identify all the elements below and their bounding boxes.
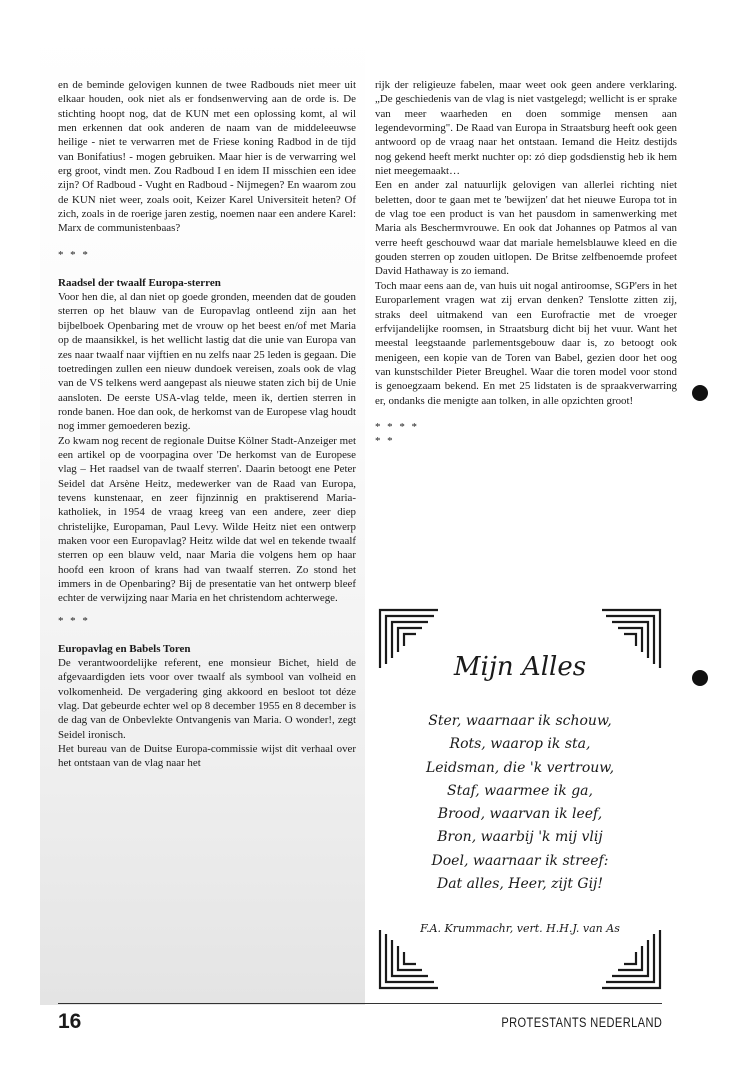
separator-stars-2: * * * xyxy=(58,614,90,627)
binder-hole-1 xyxy=(692,385,708,401)
separator-stars-1: * * * xyxy=(58,248,90,261)
left-column xyxy=(58,78,356,771)
heading-babels-toren: Europavlag en Babels Toren xyxy=(58,642,191,655)
poem-body xyxy=(378,710,662,896)
left-paragraph-1: en de beminde gelovigen kunnen de twee Radbouds niet meer uit elkaar houden, ook niet als er fondsenwerving aan de orde is. De stichting hoopt nog, dat de KUN met een oplossing komt, al wil men erkennen dat ook anderen de naam van de middeleeuwse heilige - niet te verwarren met de Friese koning Radbod in de tijd van Bonifatius! - mogen gebruiken. Maar hier is de verwarring wel erg groot, vindt men. Zou Radboud I en idem II misschien een idee zijn? Of Radboud - Vught en Radboud - Nijmegen? En waarom zou de KUN niet weer, zoals ooit, Keizer Karel Universiteit heten? Of zich, zoals in de roerige jaren zestig, noemen naar een andere Karel: Marx de communistenbaas? xyxy=(58,79,356,235)
left-paragraph-4: De verantwoordelijke referent, ene monsieur Bichet, hield de afgevaardigden iets voor over twaalf als symbool van volheid en volkomenheid. De vergadering ging akkoord en besloot tot déze vlag. Dat gebeurde echter wel op 8 december 1955 en 8 december is de dag van de Onbevlekte Ontvangenis van Maria. O wonder!, zegt Seidel ironisch. xyxy=(58,657,356,741)
right-paragraph-3: Toch maar eens aan de, van huis uit nogal antiroomse, SGP'ers in het Europarlement vragen wat zij ervan denken? Tenslotte zitten zij, straks deel uitmakend van een Eurofractie met de vroeger erfvijandelijke roomsen, in Straatsburg dicht bij het vuur. Want het meestal leegstaande parlementsgebouw daar is, zo betoogt ook menigeen, een kopie van de Toren van Babel, gezien door het oog van kunstschilder Pieter Breughel. Waar die toren model voor stond is genoegzaam bekend. En met 25 lidstaten is de spraakverwarring er, ondanks die menigte aan tolken, in alle opzichten groot! xyxy=(375,279,677,407)
poem-author: F.A. Krummachr, vert. H.H.J. van As xyxy=(420,922,620,935)
poem-line: Staf, waarmee ik ga, xyxy=(447,782,593,799)
right-column xyxy=(375,78,677,454)
heading-twaalf-sterren: Raadsel der twaalf Europa-sterren xyxy=(58,276,221,289)
right-paragraph-1: rijk der religieuze fabelen, maar weet ook geen andere verklaring. „De geschiedenis van de vlag is niet vastgelegd; wellicht is er sprake van meer waarheden en doen sommige mensen aan legendevorming". De Raad van Europa in Straatsburg heeft ook geen antwoord op de vraag naar het ontstaan. Iemand die Heitz destijds nog gekend heeft merkt nuchter op: zó diep godsdienstig heb ik hem niet meegemaakt… xyxy=(375,79,677,178)
separator-stars-3: * * * * xyxy=(375,420,419,433)
poem-title: Mijn Alles xyxy=(453,652,587,682)
ornament-corner-bottom-left xyxy=(378,928,440,990)
magazine-name: PROTESTANTS NEDERLAND xyxy=(501,1015,662,1030)
right-paragraph-2: Een en ander zal natuurlijk gelovigen van allerlei richting niet beletten, door te gaan met te 'bewijzen' dat het nieuwe Europa tot in de vlag toe een product is van het pausdom in samenwerking met Maria als Beschermvrouwe. En ook dat Johannes op Patmos al van verre heeft geschouwd waar dat mariale hemelsblauwe kleed en die gouden sterren op zouden uitlopen. De Britse zelfbenoemde profeet David Hathaway is zo iemand. xyxy=(375,179,677,278)
poem-line: Dat alles, Heer, zijt Gij! xyxy=(436,876,604,893)
separator-stars-4: * * xyxy=(375,434,395,447)
poem-line: Leidsman, die 'k vertrouw, xyxy=(425,759,615,776)
poem-line: Doel, waarnaar ik streef: xyxy=(431,852,609,869)
footer-rule xyxy=(58,1003,662,1004)
poem-line: Brood, waarvan ik leef, xyxy=(437,806,603,823)
binder-hole-2 xyxy=(692,670,708,686)
poem-line: Bron, waarbij 'k mij vlij xyxy=(437,829,603,846)
poem-line: Rots, waarop ik sta, xyxy=(449,736,591,753)
poem-line: Ster, waarnaar ik schouw, xyxy=(428,713,612,729)
page-number: 16 xyxy=(58,1010,82,1033)
ornament-corner-bottom-right xyxy=(600,928,662,990)
left-paragraph-5: Het bureau van de Duitse Europa-commissie wijst dit verhaal over het ontstaan van de vlag naar het xyxy=(58,743,356,770)
left-paragraph-2: Voor hen die, al dan niet op goede gronden, meenden dat de gouden sterren op het blauw van de Europavlag ontleend zijn aan het bijbelboek Openbaring met de vrouw op het beest en/of met Maria op de maansikkel, is het wellicht lastig dat die unie van Europa van zes naar twaalf naar vijftien en nu zelfs naar 25 leden is gegaan. Die toetredingen zullen een nieuw dundoek vereisen, zoals ook de vlag van de VS telkens werd aangepast als nieuwe staten zich bij de Unie aansloten. De eerste USA-vlag telde, meen ik, dertien sterren in ronde banen. Hoe dan ook, de herkomst van de Europese vlag houdt nog immer gemoederen bezig. xyxy=(58,291,356,433)
left-paragraph-3: Zo kwam nog recent de regionale Duitse Kölner Stadt-Anzeiger met een artikel op de voorpagina over 'De herkomst van de Europese vlag – Het raadsel van de twaalf sterren'. Daarin betoogt ene Peter Seidel dat Arsène Heitz, medewerker van de Raad van Europa, tevens kunstenaar, en zeer fijnzinnig en praktiserend Maria-katholiek, in 1954 de vraag kreeg van een andere, zeer diep christelijke, Europaman, Paul Levy. Wilde Heitz niet een ontwerp maken voor een Europavlag? Heitz wilde dat wel en tekende twaalf sterren op een blauw veld, naar Maria die volgens hem op haar hoofd een kroon of krans had van twaalf sterren. Zo stond het immers in de Openbaring? Bij de presentatie van het ontwerp bleef echter de verwijzing naar Maria en het christendom achterwege. xyxy=(58,434,356,605)
